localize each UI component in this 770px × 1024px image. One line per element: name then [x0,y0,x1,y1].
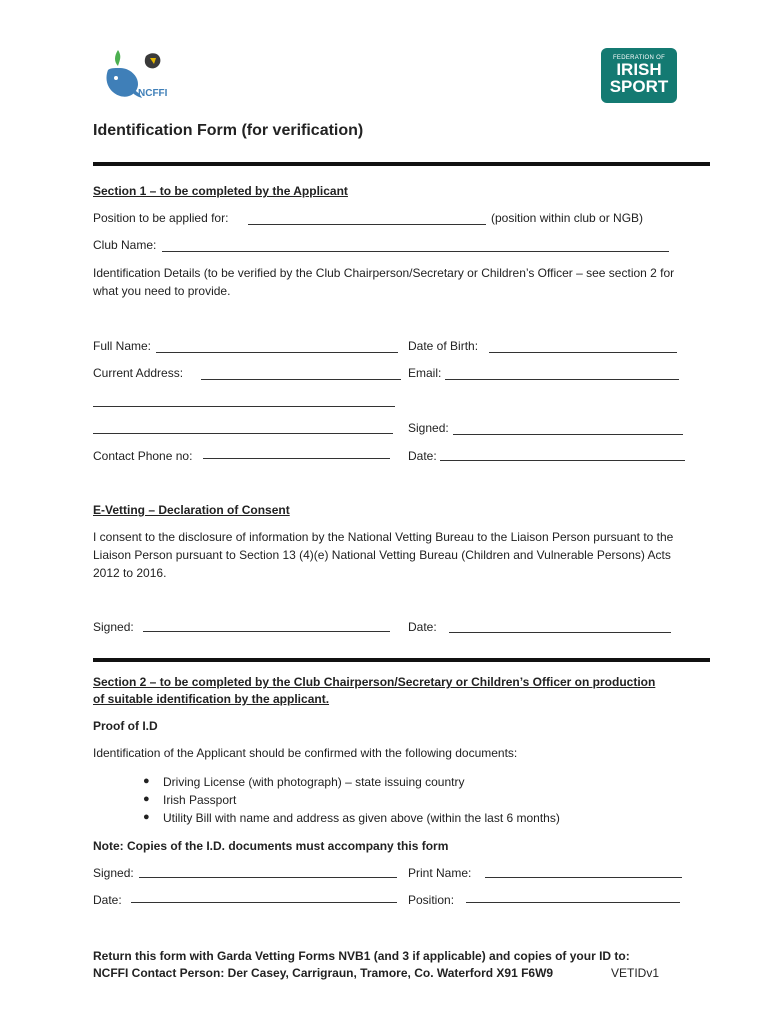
fis-logo-line2: IRISH [616,60,662,79]
bullet-icon: ● [143,811,150,823]
consent-date-label: Date: [408,620,437,634]
officer-date-field[interactable] [131,902,397,903]
officer-position-label: Position: [408,893,455,907]
print-name-label: Print Name: [408,866,472,880]
dob-field[interactable] [489,352,677,353]
print-name-field[interactable] [485,877,682,878]
proof-of-id-heading: Proof of I.D [93,719,158,733]
address-field-line1[interactable] [201,379,401,380]
consent-date-field[interactable] [449,632,671,633]
position-hint: (position within club or NGB) [491,211,644,225]
return-instructions: Return this form with Garda Vetting Forms NVB1 (and 3 if applicable) and copies of your ID to: [93,949,630,963]
evetting-consent-text: I consent to the disclosure of information by the National Vetting Bureau to the Liaison Person pursuant to the Liaison Person pursuant to Section 13 (4)(e) National Vetting Bureau (Children and Vulnerable Persons) Acts 2012 to 2016. [93,530,674,580]
document-item: Driving License (with photograph) – state issuing country [163,775,465,789]
section1-heading: Section 1 – to be completed by the Applicant [93,184,348,198]
contact-phone-field[interactable] [203,458,390,459]
id-copies-note: Note: Copies of the I.D. documents must accompany this form [93,839,449,853]
ncffi-logo [100,44,190,104]
applicant-date-label: Date: [408,449,437,463]
bullet-icon: ● [143,793,150,805]
applicant-date-field[interactable] [440,460,685,461]
email-field[interactable] [445,379,679,380]
ncffi-logo-text: NCFFI [138,88,168,99]
id-details-text: Identification Details (to be verified by the Club Chairperson/Secretary or Children’s Officer – see section 2 for what you need to provide. [93,266,675,298]
dob-label: Date of Birth: [408,339,479,353]
officer-signed-label: Signed: [93,866,134,880]
fis-logo-line3: SPORT [609,77,669,96]
position-label: Position to be applied for: [93,211,229,225]
document-item: Utility Bill with name and address as given above (within the last 6 months) [163,811,560,825]
email-label: Email: [408,366,442,380]
address-field-line2[interactable] [93,406,395,407]
address-field-line3[interactable] [93,433,393,434]
current-address-label: Current Address: [93,366,184,380]
page-title: Identification Form (for verification) [93,122,364,139]
federation-irish-sport-logo [601,48,677,103]
bullet-icon: ● [143,775,150,787]
proof-intro-text: Identification of the Applicant should be confirmed with the following documents: [93,746,518,760]
officer-position-field[interactable] [466,902,680,903]
form-version: VETIDv1 [611,966,660,980]
consent-signed-label: Signed: [93,620,134,634]
full-name-label: Full Name: [93,339,152,353]
section2-divider [93,658,710,662]
position-field[interactable] [248,224,486,225]
evetting-heading: E-Vetting – Declaration of Consent [93,503,290,517]
contact-phone-label: Contact Phone no: [93,449,193,463]
full-name-field[interactable] [156,352,398,353]
club-name-field[interactable] [162,251,669,252]
applicant-signed-label: Signed: [408,421,449,435]
officer-signed-field[interactable] [139,877,397,878]
fis-logo-line1: FEDERATION OF [612,55,666,61]
section2-heading-line1: Section 2 – to be completed by the Club Chairperson/Secretary or Children’s Officer on production [93,675,656,689]
section2-heading-line2: of suitable identification by the applicant. [93,692,330,706]
title-divider [93,162,710,166]
consent-signed-field[interactable] [143,631,390,632]
applicant-signed-field[interactable] [453,434,683,435]
document-item: Irish Passport [163,793,237,807]
club-name-label: Club Name: [93,238,157,252]
officer-date-label: Date: [93,893,122,907]
contact-person: NCFFI Contact Person: Der Casey, Carrigraun, Tramore, Co. Waterford X91 F6W9 [93,966,554,980]
